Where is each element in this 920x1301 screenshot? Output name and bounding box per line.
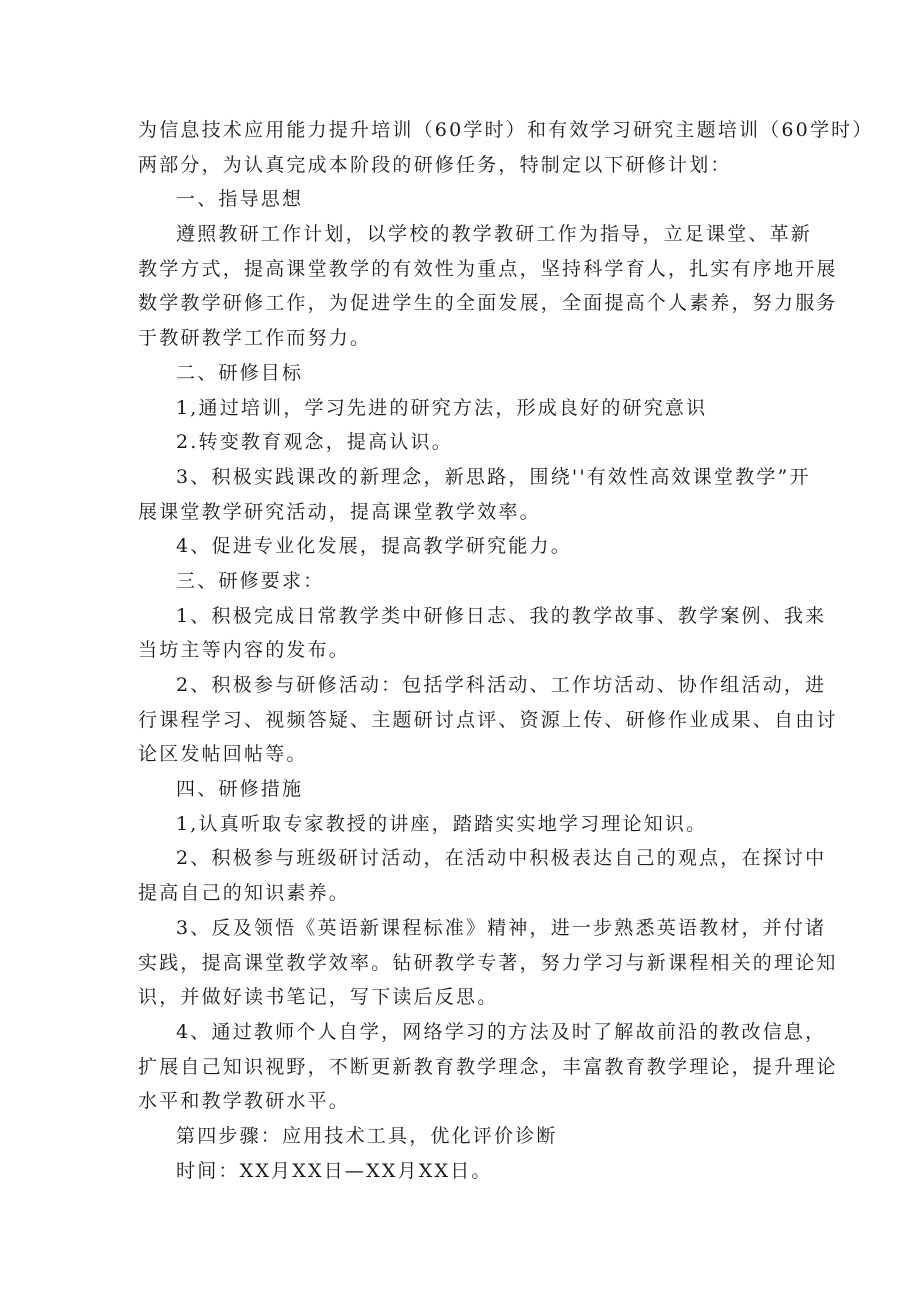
text-line: 数学教学研修工作，为促进学生的全面发展，全面提高个人素养，努力服务 [138,292,838,315]
text-line: 提高自己的知识素养。 [138,882,351,905]
text-line: 扩展自己知识视野，不断更新教育教学理念，丰富教育教学理论，提升理论 [138,1055,838,1078]
text-line: 行课程学习、视频答疑、主题研讨点评、资源上传、研修作业成果、自由讨 [138,708,838,731]
text-line: 第四步骤：应用技术工具，优化评价诊断 [176,1124,558,1147]
text-line: 实践，提高课堂教学效率。钻研教学专著，努力学习与新课程相关的理论知 [138,951,838,974]
text-line: 遵照教研工作计划，以学校的教学教研工作为指导，立足课堂、革新 [176,223,813,246]
text-line: 教学方式，提高课堂教学的有效性为重点，坚持科学育人，扎实有序地开展 [138,257,838,280]
text-line: 当坊主等内容的发布。 [138,639,351,662]
text-line: 两部分，为认真完成本阶段的研修任务，特制定以下研修计划： [138,153,732,176]
text-line: 于教研教学工作而努力。 [138,327,372,350]
text-line: 水平和教学教研水平。 [138,1090,351,1113]
text-line: 4、通过教师个人自学，网络学习的方法及时了解故前沿的教改信息， [176,1020,827,1043]
text-line: 2、积极参与班级研讨活动，在活动中积极表达自己的观点，在探讨中 [176,847,827,870]
text-line: 时间：XX月XX日—XX月XX日。 [176,1159,493,1182]
text-line: 识，并做好读书笔记，写下读后反思。 [138,986,499,1009]
text-line: 2.转变教育观念，提高认识。 [176,431,453,454]
text-line: 4、促进专业化发展，提高教学研究能力。 [176,535,572,558]
text-line: 1、积极完成日常教学类中研修日志、我的教学故事、教学案例、我来 [176,604,827,627]
text-line: 四、研修措施 [176,778,304,801]
text-line: 1,通过培训，学习先进的研究方法，形成良好的研究意识 [176,396,708,419]
text-line: 3、反及领悟《英语新课程标准》精神，进一步熟悉英语教材，并付诸 [176,916,827,939]
text-line: 2、积极参与研修活动：包括学科活动、工作坊活动、协作组活动，进 [176,674,827,696]
text-line: 1,认真听取专家教授的讲座，踏踏实实地学习理论知识。 [176,812,708,835]
text-line: 为信息技术应用能力提升培训（60学时）和有效学习研究主题培训（60学时） [138,119,874,141]
text-line: 二、研修目标 [176,361,304,384]
text-line: 3、积极实践课改的新理念，新思路，围绕''有效性高效课堂教学”开 [176,465,811,488]
text-line: 论区发帖回帖等。 [138,743,308,766]
text-line: 一、指导思想 [176,188,304,211]
text-line: 展课堂教学研究活动，提高课堂教学效率。 [138,500,541,523]
document-body [138,113,874,1188]
text-line: 三、研修要求： [176,569,325,592]
